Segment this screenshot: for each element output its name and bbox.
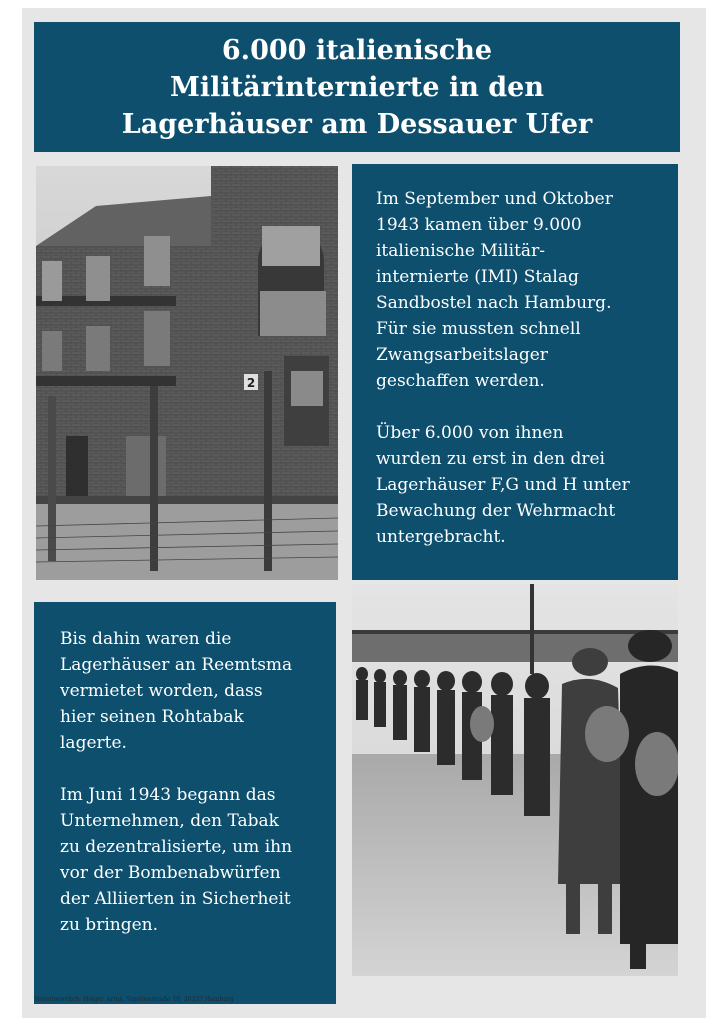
title-line: 6.000 italienische [221, 34, 493, 66]
text-panel-top [352, 164, 678, 580]
title-line: Militärinternierte in den [170, 71, 544, 103]
text-line: wurden zu erst in den drei [376, 449, 605, 469]
paragraph [60, 782, 322, 938]
sign-number: 2 [246, 376, 256, 390]
text-line: vor der Bombenabwürfen [60, 863, 281, 883]
text-line: Im Juni 1943 begann das [60, 785, 276, 805]
text-panel-bottom [34, 602, 336, 1004]
paragraph [60, 626, 322, 756]
text-line: der Alliierten in Sicherheit [60, 889, 291, 909]
text-line: Zwangsarbeitslager [376, 345, 548, 365]
internees-photo [352, 584, 678, 976]
text-line: vermietet worden, dass [60, 681, 263, 701]
warehouse-photo [36, 166, 338, 580]
text-line: internierte (IMI) Stalag [376, 267, 579, 287]
text-line: Sandbostel nach Hamburg. [376, 293, 612, 313]
paragraph [376, 420, 660, 550]
text-line: 1943 kamen über 9.000 [376, 215, 582, 235]
text-line: geschaffen werden. [376, 371, 545, 391]
text-line: Im September und Oktober [376, 189, 613, 209]
text-line: Bis dahin waren die [60, 629, 232, 649]
text-line: lagerte. [60, 733, 127, 753]
text-line: hier seinen Rohtabak [60, 707, 244, 727]
text-line: Bewachung der Wehrmacht [376, 501, 616, 521]
text-line: italienische Militär- [376, 241, 545, 261]
text-line: zu bringen. [60, 915, 158, 935]
text-line: zu dezentralisierte, um ihn [60, 837, 293, 857]
text-line: Lagerhäuser an Reemtsma [60, 655, 293, 675]
text-line: Über 6.000 von ihnen [376, 423, 564, 443]
text-line: Unternehmen, den Tabak [60, 811, 279, 831]
text-line: untergebracht. [376, 527, 506, 547]
title-line: Lagerhäuser am Dessauer Ufer [121, 108, 593, 140]
text-line: Für sie mussten schnell [376, 319, 581, 339]
page-title [34, 22, 680, 152]
footer-credit: Verantwortlich: Holger Artus, Sigelienstraße 10, 20357 Hamburg [34, 996, 234, 1003]
text-line: Lagerhäuser F,G und H unter [376, 475, 630, 495]
paragraph [376, 186, 660, 394]
